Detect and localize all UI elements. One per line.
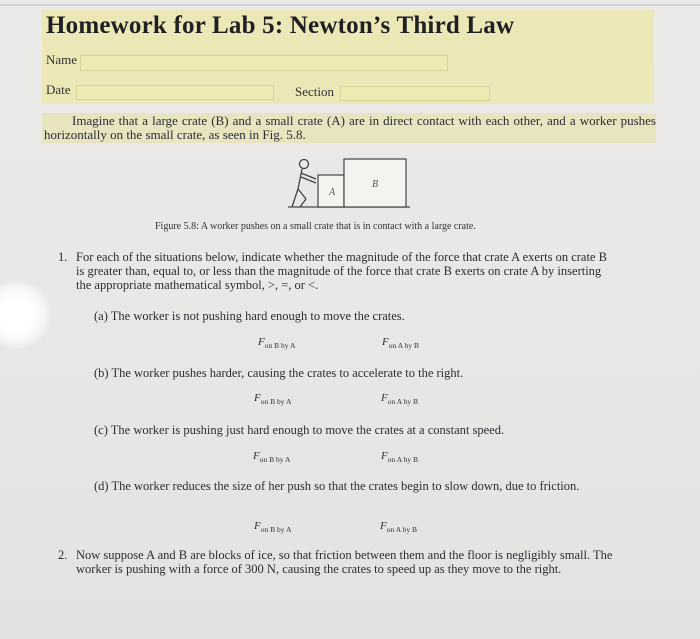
- date-label: Date: [46, 82, 71, 97]
- part-d-force-left: $F_{on B by A}$: [254, 520, 292, 535]
- figure-caption: Figure 5.8: A worker pushes on a small crate that is in contact with a large crate.: [155, 221, 476, 232]
- question-1-number: 1.: [58, 250, 68, 264]
- crate-a-label: A: [329, 187, 336, 198]
- part-a-text: (a) The worker is not pushing hard enough to move the crates.: [94, 309, 405, 323]
- part-c-force-right: $F_{on A by B}$: [381, 450, 418, 465]
- part-a-force-left: $F_{on B by A}$: [258, 336, 296, 351]
- part-d-text: (d) The worker reduces the size of her push so that the crates begin to slow down, due to friction.: [94, 479, 580, 493]
- part-b-force-right: $F_{on A by B}$: [381, 392, 418, 407]
- question-1-text: For each of the situations below, indicate whether the magnitude of the force that crate A exerts on crate B is greater than, equal to, or less than the magnitude of the force that crate B exerts on crate A by inserting the appropriate mathematical symbol, >, =, or <.: [76, 250, 607, 292]
- part-c-force-left: $F_{on B by A}$: [253, 450, 291, 465]
- intro-text: Imagine that a large crate (B) and a small crate (A) are in direct contact with each other, and a worker pushes horizontally on the small crate, as seen in Fig. 5.8.: [44, 113, 656, 142]
- page-top-edge: [0, 4, 700, 6]
- light-glare: [0, 282, 54, 348]
- crate-b-label: B: [372, 179, 379, 190]
- name-field[interactable]: [80, 55, 448, 71]
- section-field[interactable]: [340, 86, 490, 101]
- date-field[interactable]: [76, 85, 274, 100]
- part-b-force-left: $F_{on B by A}$: [254, 392, 292, 407]
- part-b-text: (b) The worker pushes harder, causing the crates to accelerate to the right.: [94, 366, 464, 380]
- page-title: Homework for Lab 5: Newton’s Third Law: [46, 12, 515, 39]
- part-a-force-right: $F_{on A by B}$: [382, 336, 419, 351]
- part-c-text: (c) The worker is pushing just hard enough to move the crates at a constant speed.: [94, 423, 505, 437]
- worker-icon: [292, 160, 316, 208]
- intro-paragraph: [44, 114, 656, 142]
- worker-crates-figure: [288, 155, 412, 211]
- question-2-number: 2.: [58, 548, 68, 562]
- question-2-text: Now suppose A and B are blocks of ice, so that friction between them and the floor is negligibly small. The worker is pushing with a force of 300 N, causing the crates to speed up as they move to the right.: [76, 548, 613, 576]
- section-label: Section: [295, 84, 334, 99]
- name-label: Name: [46, 52, 78, 67]
- part-d-force-right: $F_{on A by B}$: [380, 520, 417, 535]
